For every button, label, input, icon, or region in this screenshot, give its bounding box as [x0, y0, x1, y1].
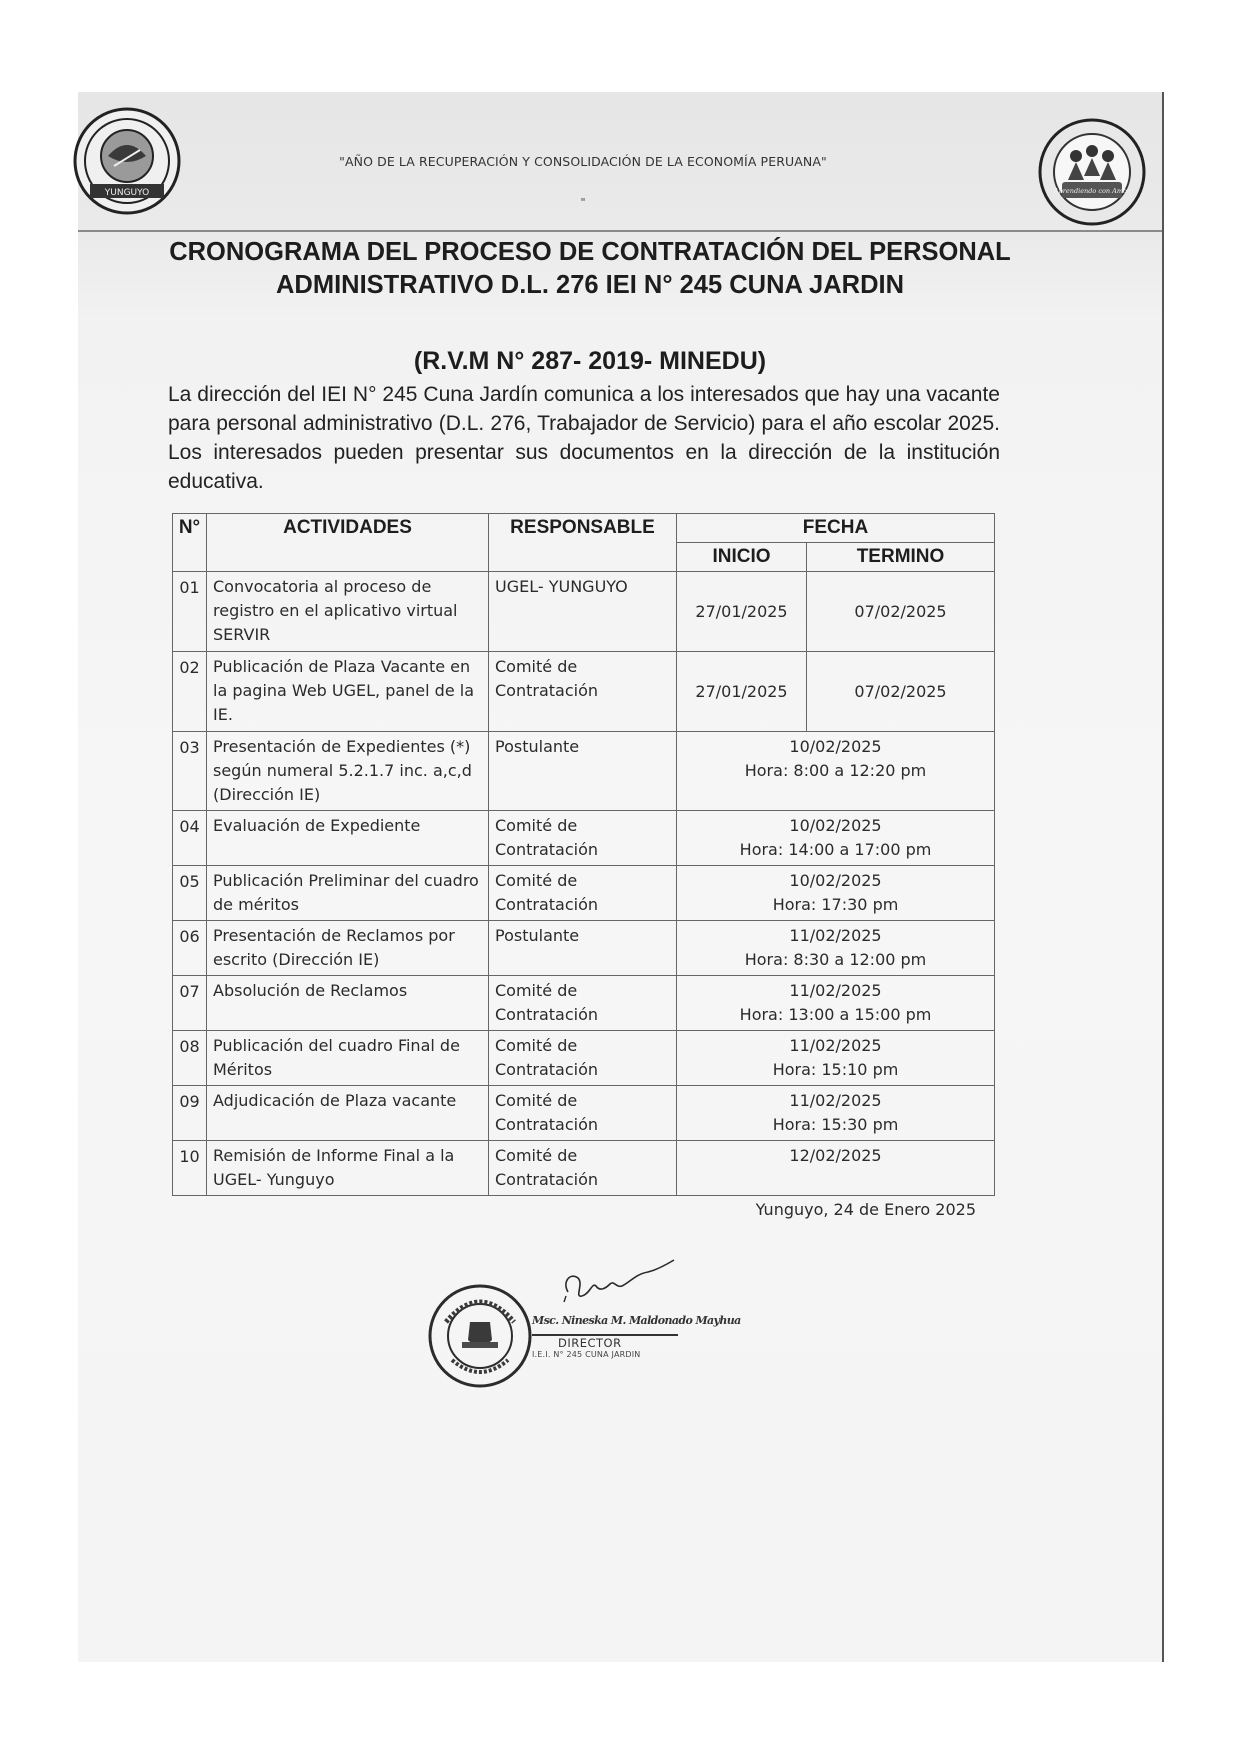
official-stamp: [426, 1282, 534, 1390]
right-logo-text: Aprendiendo con Amor: [1053, 187, 1131, 195]
row-date: 10/02/2025: [789, 737, 882, 756]
row-date: 11/02/2025: [789, 981, 882, 1000]
table-row: [173, 1086, 995, 1141]
row-responsible: UGEL- YUNGUYO: [489, 572, 677, 652]
row-date: 12/02/2025: [789, 1146, 882, 1165]
year-motto: "AÑO DE LA RECUPERACIÓN Y CONSOLIDACIÓN DE LA ECONOMÍA PERUANA": [339, 154, 827, 169]
row-activity: Presentación de Reclamos por escrito (Dirección IE): [207, 921, 489, 976]
row-num: 07: [173, 976, 207, 1031]
row-time: Hora: 15:10 pm: [772, 1060, 899, 1079]
row-date-cell: [677, 1031, 995, 1086]
row-date-cell: [677, 1141, 995, 1196]
row-time: Hora: 8:30 a 12:00 pm: [744, 950, 927, 969]
row-num: 04: [173, 811, 207, 866]
col-header-activities: ACTIVIDADES: [207, 514, 489, 572]
row-start-date: 27/01/2025: [677, 652, 807, 732]
table-row: [173, 1031, 995, 1086]
row-date: 10/02/2025: [789, 816, 882, 835]
row-responsible: Postulante: [489, 732, 677, 811]
table-row: [173, 811, 995, 866]
row-num: 03: [173, 732, 207, 811]
row-num: 06: [173, 921, 207, 976]
signer-institution: I.E.I. N° 245 CUNA JARDIN: [532, 1350, 641, 1359]
row-responsible: Postulante: [489, 921, 677, 976]
row-end-date: 07/02/2025: [807, 572, 995, 652]
table-row: [173, 732, 995, 811]
row-date: 10/02/2025: [789, 871, 882, 890]
row-time: Hora: 8:00 a 12:20 pm: [744, 761, 927, 780]
intro-paragraph: La dirección del IEI N° 245 Cuna Jardín comunica a los interesados que hay una vacante para personal administrativo (D.L. 276, Trabajador de Servicio) para el año escolar 2025. Los interesados pueden presentar sus documentos en la dirección de la institución educativa.: [168, 383, 1000, 493]
row-num: 01: [173, 572, 207, 652]
school-logo-right: [1038, 118, 1146, 226]
row-date: 11/02/2025: [789, 1036, 882, 1055]
director-signature: [556, 1252, 676, 1308]
row-time: Hora: 17:30 pm: [772, 895, 899, 914]
row-num: 05: [173, 866, 207, 921]
row-date-cell: [677, 811, 995, 866]
row-responsible: Comité de Contratación: [489, 976, 677, 1031]
row-date: 11/02/2025: [789, 926, 882, 945]
row-start-date: 27/01/2025: [677, 572, 807, 652]
row-date-cell: [677, 976, 995, 1031]
table-row: [173, 1141, 995, 1196]
document-title: CRONOGRAMA DEL PROCESO DE CONTRATACIÓN DEL PERSONAL ADMINISTRATIVO D.L. 276 IEI N° 245 CUNA JARDIN: [169, 238, 1011, 299]
col-header-date: FECHA: [677, 514, 995, 543]
row-activity: Publicación del cuadro Final de Méritos: [207, 1031, 489, 1086]
row-time: Hora: 15:30 pm: [772, 1115, 899, 1134]
col-header-start: INICIO: [677, 543, 807, 572]
left-logo-text: YUNGUYO: [104, 188, 150, 198]
col-header-responsible: RESPONSABLE: [489, 514, 677, 572]
col-header-end: TERMINO: [807, 543, 995, 572]
row-date: 11/02/2025: [789, 1091, 882, 1110]
row-activity: Absolución de Reclamos: [207, 976, 489, 1031]
row-date-cell: [677, 866, 995, 921]
row-num: 10: [173, 1141, 207, 1196]
row-responsible: Comité de Contratación: [489, 1141, 677, 1196]
row-responsible: Comité de Contratación: [489, 866, 677, 921]
row-responsible: Comité de Contratación: [489, 811, 677, 866]
table-row: [173, 976, 995, 1031]
signer-block: [532, 1314, 741, 1374]
col-header-num: N°: [173, 514, 207, 572]
row-num: 09: [173, 1086, 207, 1141]
row-activity: Publicación de Plaza Vacante en la pagina Web UGEL, panel de la IE.: [207, 652, 489, 732]
row-date-cell: [677, 732, 995, 811]
row-activity: Convocatoria al proceso de registro en el aplicativo virtual SERVIR: [207, 572, 489, 652]
letterhead: [78, 92, 1162, 232]
row-num: 08: [173, 1031, 207, 1086]
signer-name: Msc. Nineska M. Maldonado Mayhua: [532, 1314, 678, 1336]
row-activity: Publicación Preliminar del cuadro de méritos: [207, 866, 489, 921]
motto-mark: ": [580, 196, 586, 209]
document-subtitle: (R.V.M N° 287- 2019- MINEDU): [413, 347, 767, 375]
schedule-table: [172, 513, 995, 1196]
row-responsible: Comité de Contratación: [489, 1086, 677, 1141]
table-row: [173, 652, 995, 732]
row-date-cell: [677, 1086, 995, 1141]
row-activity: Evaluación de Expediente: [207, 811, 489, 866]
row-activity: Presentación de Expedientes (*) según numeral 5.2.1.7 inc. a,c,d (Dirección IE): [207, 732, 489, 811]
row-responsible: Comité de Contratación: [489, 652, 677, 732]
row-activity: Adjudicación de Plaza vacante: [207, 1086, 489, 1141]
signer-role: DIRECTOR: [558, 1336, 622, 1350]
row-date-cell: [677, 921, 995, 976]
row-end-date: 07/02/2025: [807, 652, 995, 732]
row-time: Hora: 14:00 a 17:00 pm: [739, 840, 932, 859]
row-responsible: Comité de Contratación: [489, 1031, 677, 1086]
table-row: [173, 921, 995, 976]
scanned-page: [78, 92, 1164, 1662]
row-num: 02: [173, 652, 207, 732]
row-activity: Remisión de Informe Final a la UGEL- Yunguyo: [207, 1141, 489, 1196]
row-time: Hora: 13:00 a 15:00 pm: [739, 1005, 932, 1024]
table-row: [173, 866, 995, 921]
table-row: [173, 572, 995, 652]
place-and-date: Yunguyo, 24 de Enero 2025: [755, 1200, 976, 1219]
